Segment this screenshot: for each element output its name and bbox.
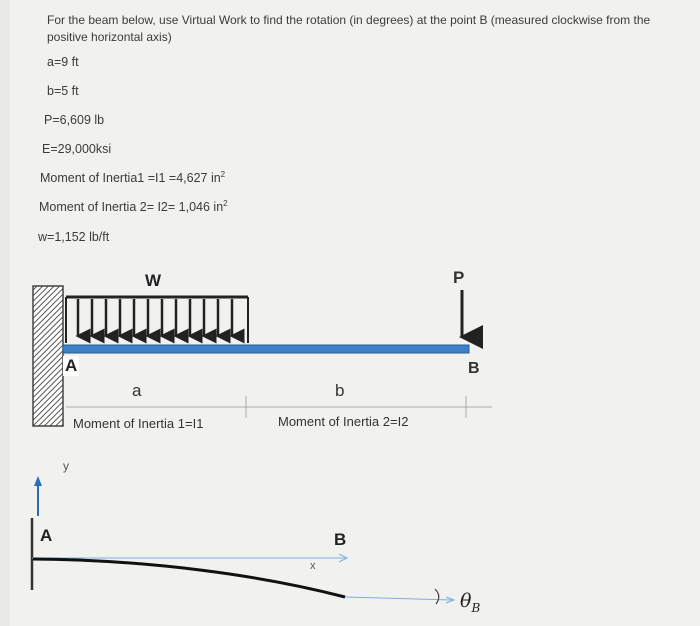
theta-subscript: B	[471, 600, 481, 615]
point-b-label: B	[468, 360, 480, 377]
theta-letter: θ	[460, 590, 472, 612]
deflected-b-label: B	[334, 530, 347, 549]
span-b-label: b	[335, 381, 345, 400]
inertia2-label: Moment of Inertia 2=I2	[278, 414, 409, 429]
theta-symbol	[460, 590, 480, 615]
param-inertia2-exp: 2	[223, 199, 228, 208]
param-w: w=1,152 lb/ft	[38, 230, 110, 244]
point-load-label: P	[453, 268, 465, 287]
param-e: E=29,000ksi	[42, 142, 112, 156]
point-a-label: A	[65, 356, 78, 375]
x-axis-label: x	[310, 560, 316, 572]
deflection-diagram	[32, 476, 454, 604]
param-b: b=5 ft	[47, 84, 79, 98]
problem-statement: For the beam below, use Virtual Work to find the rotation (in degrees) at the point B (measured clockwise from the positive horizontal axis)	[47, 13, 651, 44]
span-a-label: a	[132, 381, 142, 400]
distributed-load-label: W	[145, 271, 162, 290]
param-inertia1-text: Moment of Inertia1 =I1 =4,627 in	[40, 171, 221, 186]
fixed-wall	[33, 286, 63, 426]
beam	[63, 345, 469, 353]
deflected-a-label: A	[40, 526, 53, 545]
distributed-load	[66, 297, 248, 343]
param-a: a=9 ft	[47, 55, 79, 69]
inertia1-label: Moment of Inertia 1=I1	[73, 416, 204, 431]
param-p: P=6,609 lb	[44, 113, 105, 127]
param-inertia1-exp: 2	[220, 170, 226, 179]
y-axis-label: y	[63, 459, 69, 473]
param-inertia2-text: Moment of Inertia 2= I2= 1,046 in	[39, 200, 224, 215]
